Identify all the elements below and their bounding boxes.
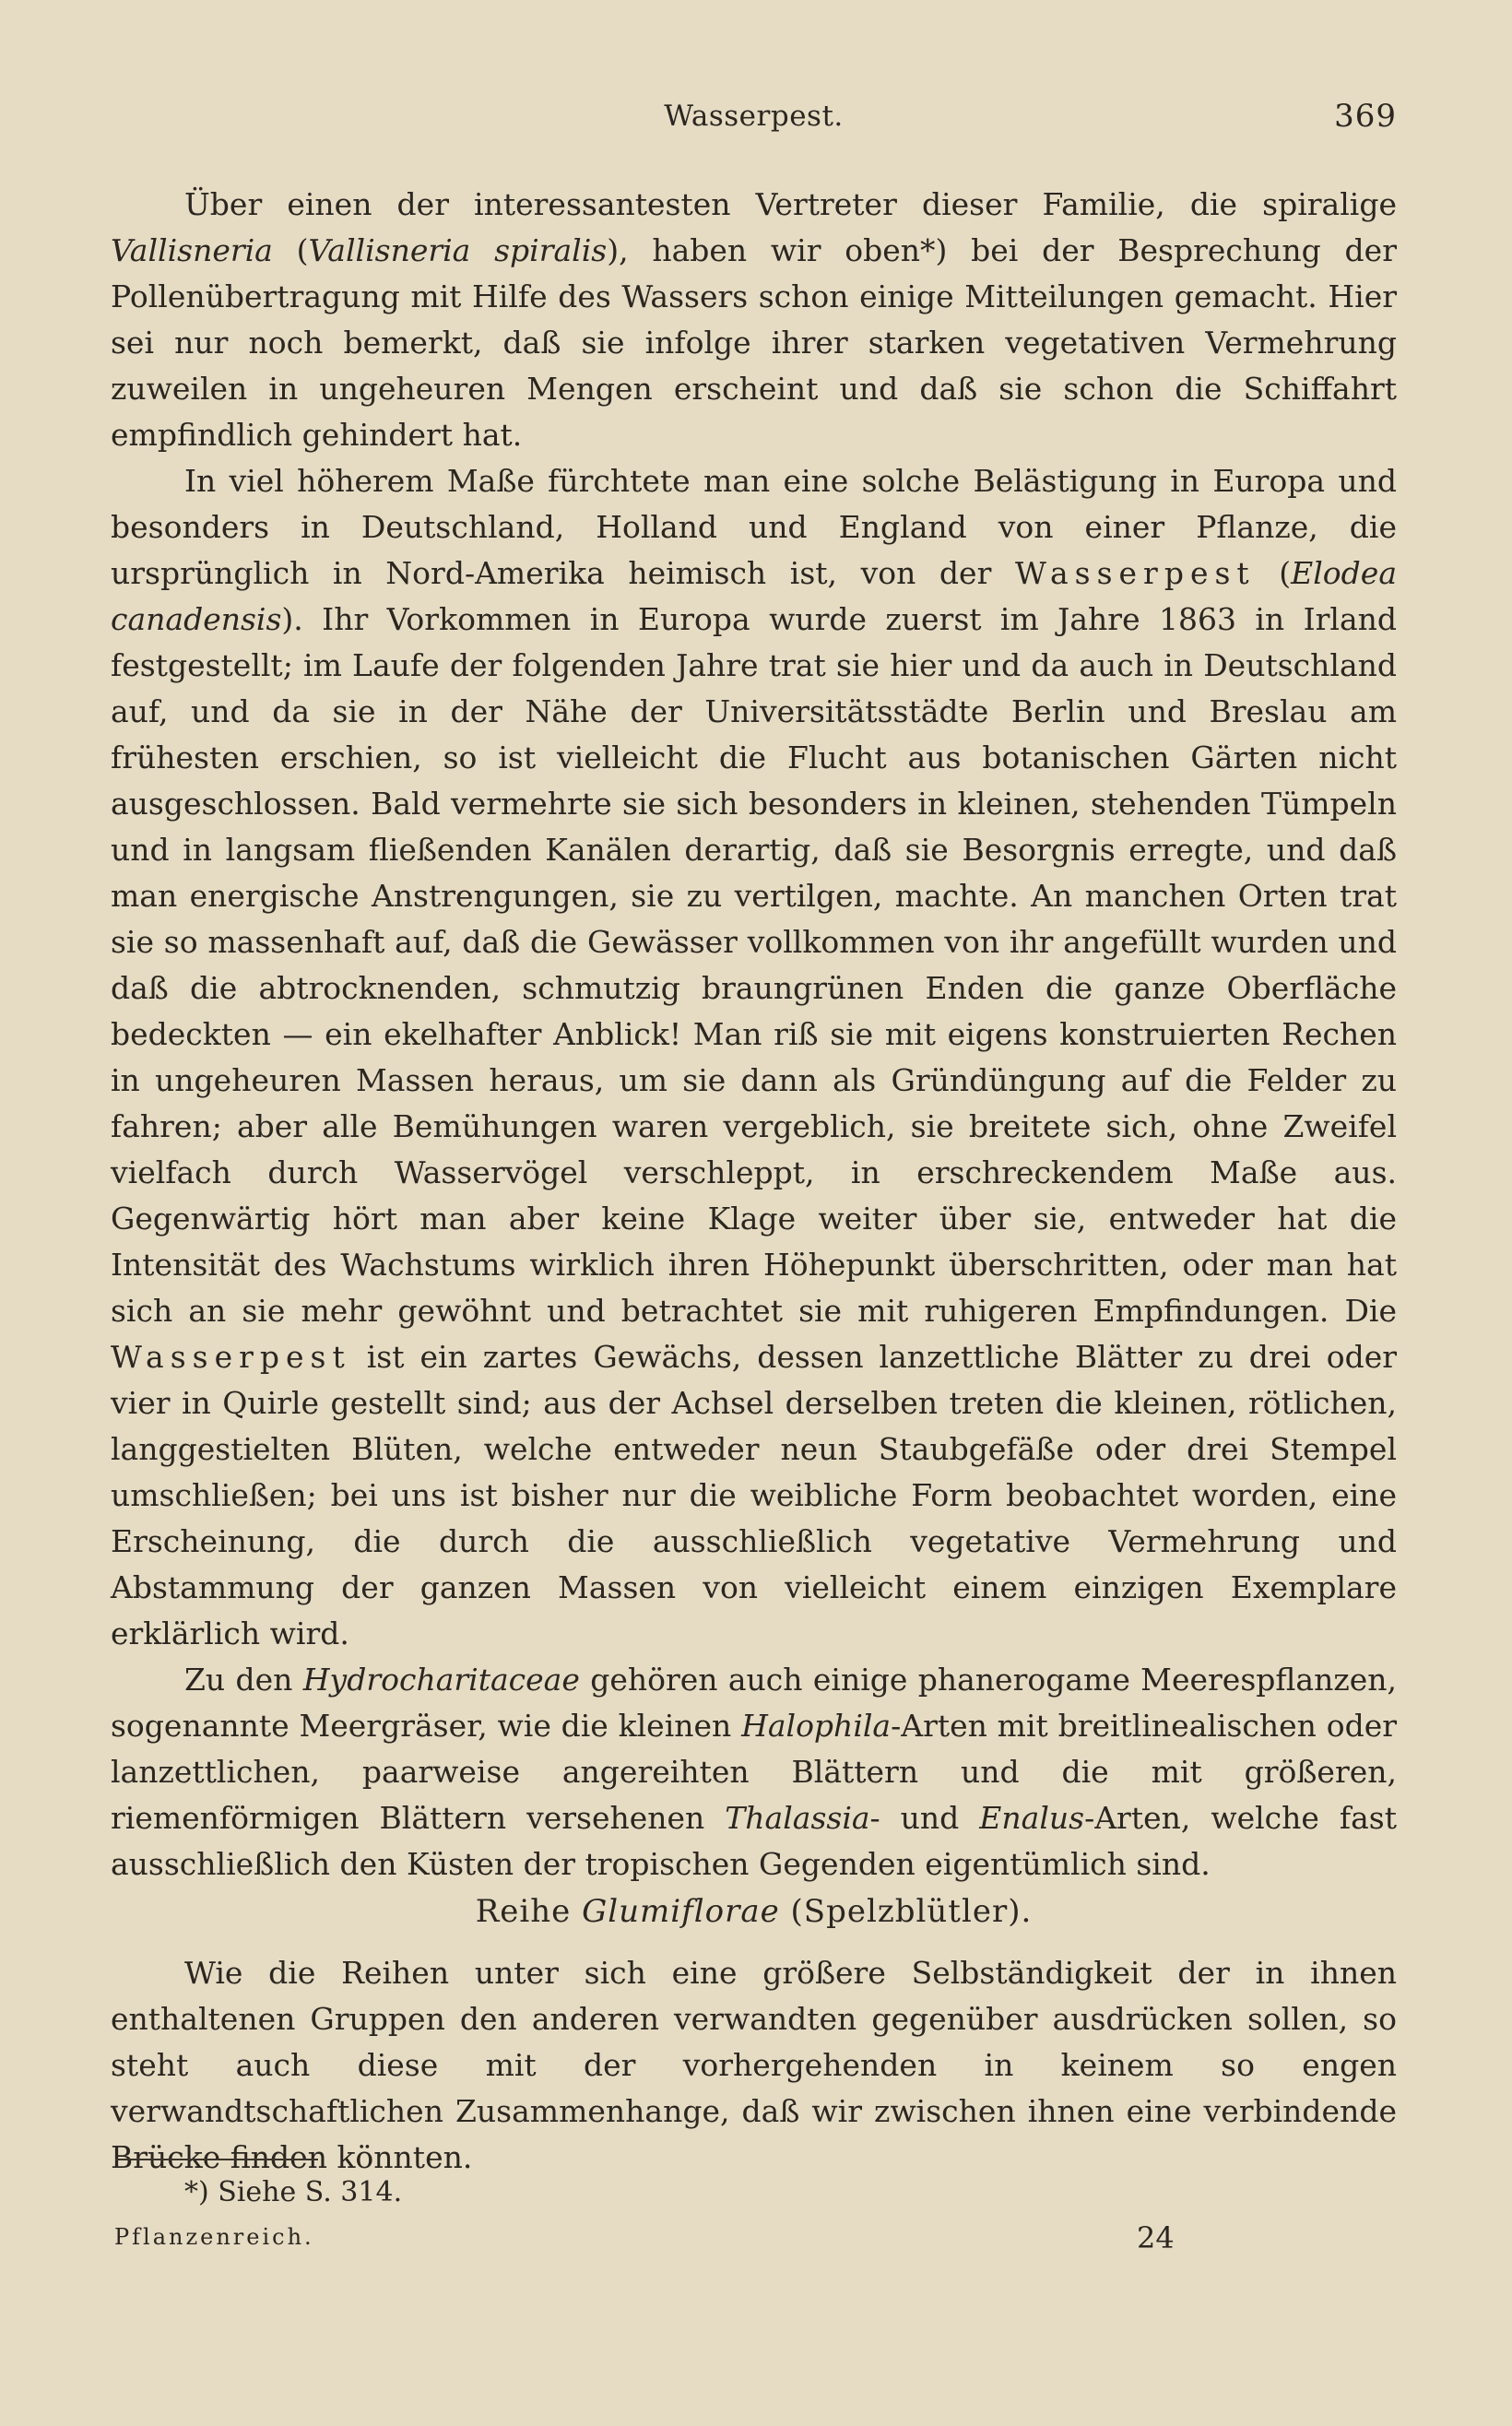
text-span: -Arten mit breitlinealischen oder lanzettlichen, paarweise angereihten Blättern und die mit größeren, riemenförmigen Blättern versehenen: [111, 1708, 1398, 1836]
text-span: -Arten, welche fast ausschließlich den Küsten der tropischen Gegenden eigentümlich sind.: [111, 1800, 1397, 1882]
heading-span: Reihe: [475, 1893, 583, 1930]
page-header: [111, 96, 1397, 142]
text-span: gehören auch einige phanerogame Meerespflanzen, sogenannte Meergräser, wie die kleinen: [111, 1662, 1397, 1744]
italic-term: Vallisneria: [111, 232, 273, 268]
text-span: ), haben wir oben*) bei der Besprechung der Pollenübertragung mit Hilfe des Wassers schon einige Mitteilungen gemacht. Hier sei nur noch bemerkt, daß sie infolge ihrer starken vegetativen Vermehrung zuweilen in ungeheuren Mengen erscheint und daß sie schon die Schiffahrt empfindlich gehindert hat.: [111, 232, 1397, 453]
paragraph-wasserpest: [111, 458, 1397, 1657]
text-span: Zu den: [184, 1662, 303, 1698]
page-number: 369: [1334, 98, 1397, 135]
text-span: Über einen der interessantesten Vertreter dieser Familie, die spiralige: [184, 186, 1397, 222]
footnote-rule: [115, 2159, 318, 2160]
italic-term: Thalassia: [725, 1800, 870, 1836]
text-span: - und: [869, 1800, 980, 1836]
italic-term: Enalus: [979, 1800, 1085, 1836]
text-span: In viel höherem Maße fürchtete man eine solche Belästigung in Europa und besonders in Deutschland, Holland und England von einer Pflanze, die ursprünglich in Nord-Amerika heimisch ist, von der: [111, 463, 1397, 591]
italic-term: Vallisneria spiralis: [308, 232, 608, 268]
italic-term: Elodea canadensis: [111, 555, 1397, 637]
text-span: ist ein zartes Gewächs, dessen lanzettliche Blätter zu drei oder vier in Quirle gestellt sind; aus der Achsel derselben treten die kleinen, rötlichen, langgestielten Blüten, welche entweder neun Staubgefäße oder drei Stempel umschließen; bei uns ist bisher nur die weibliche Form beobachtet worden, eine Erscheinung, die durch die ausschließlich vegetative Vermehrung und Abstammung der ganzen Massen von vielleicht einem einzigen Exemplare erklärlich wird.: [111, 1339, 1397, 1651]
sheet-number: 24: [1137, 2220, 1175, 2255]
heading-italic: Glumiflorae: [582, 1893, 780, 1930]
paragraph-hydrocharitaceae: [111, 1657, 1397, 1888]
paragraph-glumiflorae: Wie die Reihen unter sich eine größere Selbständigkeit der in ihnen enthaltenen Gruppen den anderen verwandten gegenüber ausdrücken sollen, so steht auch diese mit der vorhergehenden in keinem so engen verwandtschaftlichen Zusammenhange, daß wir zwischen ihnen eine verbindende Brücke finden könnten.: [111, 1955, 1397, 2175]
text-span: ). Ihr Vorkommen in Europa wurde zuerst im Jahre 1863 in Irland festgestellt; im Laufe der folgenden Jahre trat sie hier und da auch in Deutschland auf, und da sie in der Nähe der Universitätsstädte Berlin und Breslau am frühesten erschien, so ist vielleicht die Flucht aus botanischen Gärten nicht ausgeschlossen. Bald vermehrte sie sich besonders in kleinen, stehenden Tümpeln und in langsam fließenden Kanälen derartig, daß sie Besorgnis erregte, und daß man energische Anstrengungen, sie zu vertilgen, machte. An manchen Orten trat sie so massenhaft auf, daß die Gewässer vollkommen von ihr angefüllt wurden und daß die abtrocknenden, schmutzig braungrünen Enden die ganze Oberfläche bedeckten — ein ekelhafter Anblick! Man riß sie mit eigens konstruierten Rechen in ungeheuren Massen heraus, um sie dann als Gründüngung auf die Felder zu fahren; aber alle Bemühungen waren vergeblich, sie breitete sich, ohne Zweifel vielfach durch Wasservögel verschleppt, in erschreckendem Maße aus. Gegenwärtig hört man aber keine Klage weiter über sie, entweder hat die Intensität des Wachstums wirklich ihren Höhepunkt überschritten, oder man hat sich an sie mehr gewöhnt und betrachtet sie mit ruhigeren Empfindungen. Die: [111, 601, 1397, 1329]
signature-mark: Pflanzenreich.: [114, 2224, 314, 2250]
section-heading: [111, 1893, 1397, 1930]
heading-span: (Spelzblütler).: [779, 1893, 1033, 1930]
text-span: (: [1255, 555, 1292, 591]
italic-term: Halophila: [741, 1708, 892, 1744]
body-text: [111, 182, 1397, 1888]
spaced-term: Wasserpest: [1014, 555, 1256, 591]
running-title: Wasserpest.: [664, 100, 844, 133]
paragraph-vallisneria: [111, 182, 1397, 458]
spaced-term: Wasserpest: [111, 1339, 351, 1375]
italic-term: Hydrocharitaceae: [302, 1662, 580, 1698]
footnote: *) Siehe S. 314.: [184, 2176, 403, 2208]
text-span: (: [272, 232, 309, 268]
